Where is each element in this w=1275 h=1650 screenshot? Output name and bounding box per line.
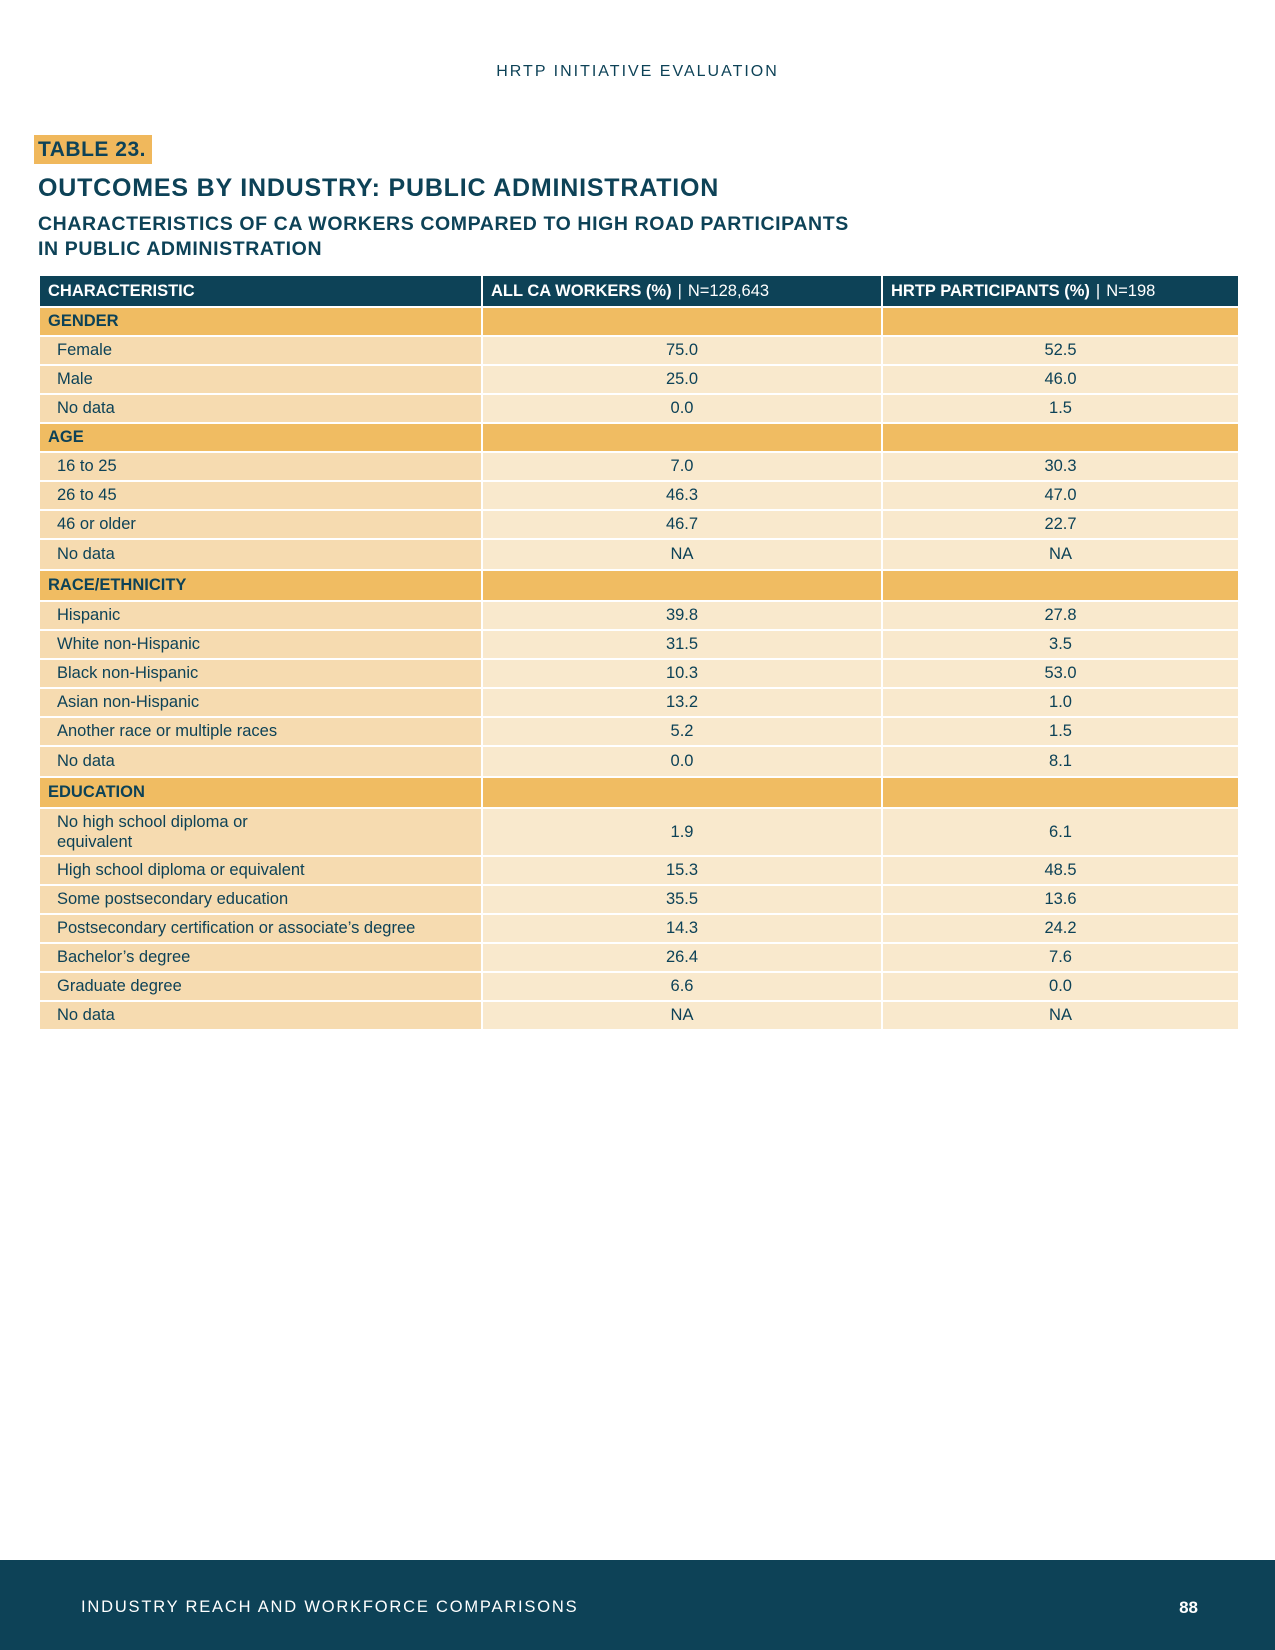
characteristic-cell: Some postsecondary education <box>39 885 482 914</box>
hrtp-participants-cell: 52.5 <box>882 336 1239 365</box>
section-row <box>39 307 1239 336</box>
column-header-sample-size: N=128,643 <box>687 281 770 300</box>
characteristic-cell: 46 or older <box>39 510 482 539</box>
table-row <box>39 630 1239 659</box>
table-row <box>39 717 1239 746</box>
hrtp-participants-cell: 53.0 <box>882 659 1239 688</box>
characteristic-cell: No data <box>39 746 482 777</box>
table-row <box>39 336 1239 365</box>
table-row <box>39 1001 1239 1030</box>
table-row <box>39 885 1239 914</box>
section-row <box>39 570 1239 601</box>
table-row <box>39 746 1239 777</box>
all-ca-workers-cell: 0.0 <box>482 394 882 423</box>
hrtp-participants-cell: NA <box>882 539 1239 570</box>
hrtp-participants-cell: 24.2 <box>882 914 1239 943</box>
section-label: RACE/ETHNICITY <box>39 570 482 601</box>
table-row <box>39 688 1239 717</box>
table-row <box>39 659 1239 688</box>
table-subtitle <box>38 212 998 262</box>
all-ca-workers-cell: 7.0 <box>482 452 882 481</box>
footer-section-title: INDUSTRY REACH AND WORKFORCE COMPARISONS <box>81 1598 579 1616</box>
characteristic-cell: White non-Hispanic <box>39 630 482 659</box>
column-header-separator: | <box>677 281 682 300</box>
column-header-label: ALL CA WORKERS (%) <box>491 281 672 300</box>
section-label: AGE <box>39 423 482 452</box>
all-ca-workers-cell: 10.3 <box>482 659 882 688</box>
all-ca-workers-cell: 0.0 <box>482 746 882 777</box>
section-row <box>39 777 1239 808</box>
all-ca-workers-cell: NA <box>482 1001 882 1030</box>
characteristic-cell: Asian non-Hispanic <box>39 688 482 717</box>
characteristic-cell: Another race or multiple races <box>39 717 482 746</box>
section-empty-cell <box>882 777 1239 808</box>
characteristic-cell: High school diploma or equivalent <box>39 856 482 885</box>
hrtp-participants-cell: 7.6 <box>882 943 1239 972</box>
section-label: GENDER <box>39 307 482 336</box>
column-header-sample-size: N=198 <box>1106 281 1156 300</box>
section-empty-cell <box>882 423 1239 452</box>
column-header-hrtp-participants <box>882 276 1239 307</box>
all-ca-workers-cell: 5.2 <box>482 717 882 746</box>
section-empty-cell <box>882 307 1239 336</box>
all-ca-workers-cell: 14.3 <box>482 914 882 943</box>
hrtp-participants-cell: NA <box>882 1001 1239 1030</box>
table-row <box>39 481 1239 510</box>
characteristic-cell: Hispanic <box>39 601 482 630</box>
column-header-label: HRTP PARTICIPANTS (%) <box>891 281 1090 300</box>
all-ca-workers-cell: 13.2 <box>482 688 882 717</box>
table-row <box>39 943 1239 972</box>
column-header-all-ca-workers <box>482 276 882 307</box>
characteristic-cell: No data <box>39 394 482 423</box>
all-ca-workers-cell: 26.4 <box>482 943 882 972</box>
table-label: TABLE 23. <box>34 135 152 164</box>
section-label: EDUCATION <box>39 777 482 808</box>
column-header-characteristic <box>39 276 482 307</box>
characteristic-cell: Postsecondary certification or associate’s degree <box>39 914 482 943</box>
table-row <box>39 972 1239 1001</box>
characteristic-cell: 16 to 25 <box>39 452 482 481</box>
hrtp-participants-cell: 27.8 <box>882 601 1239 630</box>
table-title: OUTCOMES BY INDUSTRY: PUBLIC ADMINISTRATION <box>38 174 720 202</box>
all-ca-workers-cell: 6.6 <box>482 972 882 1001</box>
table-body <box>39 307 1239 1030</box>
subtitle-line-2: IN PUBLIC ADMINISTRATION <box>38 238 323 260</box>
all-ca-workers-cell: 1.9 <box>482 808 882 856</box>
characteristic-cell: Graduate degree <box>39 972 482 1001</box>
section-row <box>39 423 1239 452</box>
characteristics-table <box>38 276 1240 1031</box>
hrtp-participants-cell: 13.6 <box>882 885 1239 914</box>
column-header-separator: | <box>1095 281 1101 300</box>
all-ca-workers-cell: 75.0 <box>482 336 882 365</box>
hrtp-participants-cell: 22.7 <box>882 510 1239 539</box>
all-ca-workers-cell: 25.0 <box>482 365 882 394</box>
section-empty-cell <box>482 570 882 601</box>
table-row <box>39 452 1239 481</box>
table-row <box>39 914 1239 943</box>
characteristic-cell: 26 to 45 <box>39 481 482 510</box>
column-header-label: CHARACTERISTIC <box>48 281 195 300</box>
hrtp-participants-cell: 1.5 <box>882 717 1239 746</box>
all-ca-workers-cell: 46.7 <box>482 510 882 539</box>
page-number: 88 <box>1179 1598 1198 1617</box>
table-row <box>39 394 1239 423</box>
table-row <box>39 601 1239 630</box>
section-empty-cell <box>882 570 1239 601</box>
hrtp-participants-cell: 48.5 <box>882 856 1239 885</box>
hrtp-participants-cell: 30.3 <box>882 452 1239 481</box>
characteristic-cell: Male <box>39 365 482 394</box>
all-ca-workers-cell: 35.5 <box>482 885 882 914</box>
hrtp-participants-cell: 6.1 <box>882 808 1239 856</box>
table-row <box>39 510 1239 539</box>
table-row <box>39 808 1239 856</box>
hrtp-participants-cell: 3.5 <box>882 630 1239 659</box>
section-empty-cell <box>482 423 882 452</box>
hrtp-participants-cell: 46.0 <box>882 365 1239 394</box>
all-ca-workers-cell: 39.8 <box>482 601 882 630</box>
all-ca-workers-cell: 31.5 <box>482 630 882 659</box>
characteristic-cell: No data <box>39 1001 482 1030</box>
running-head: HRTP INITIATIVE EVALUATION <box>496 63 779 80</box>
table-row <box>39 856 1239 885</box>
table-header-row <box>39 276 1239 307</box>
table-row <box>39 539 1239 570</box>
subtitle-line-1: CHARACTERISTICS OF CA WORKERS COMPARED TO HIGH ROAD PARTICIPANTS <box>38 213 849 235</box>
all-ca-workers-cell: 46.3 <box>482 481 882 510</box>
characteristic-cell: No data <box>39 539 482 570</box>
characteristic-cell: No high school diploma or equivalent <box>39 808 482 856</box>
all-ca-workers-cell: NA <box>482 539 882 570</box>
hrtp-participants-cell: 47.0 <box>882 481 1239 510</box>
hrtp-participants-cell: 1.5 <box>882 394 1239 423</box>
characteristic-cell: Bachelor’s degree <box>39 943 482 972</box>
characteristic-cell: Female <box>39 336 482 365</box>
hrtp-participants-cell: 0.0 <box>882 972 1239 1001</box>
hrtp-participants-cell: 1.0 <box>882 688 1239 717</box>
characteristic-cell: Black non-Hispanic <box>39 659 482 688</box>
hrtp-participants-cell: 8.1 <box>882 746 1239 777</box>
table-row <box>39 365 1239 394</box>
all-ca-workers-cell: 15.3 <box>482 856 882 885</box>
section-empty-cell <box>482 777 882 808</box>
section-empty-cell <box>482 307 882 336</box>
